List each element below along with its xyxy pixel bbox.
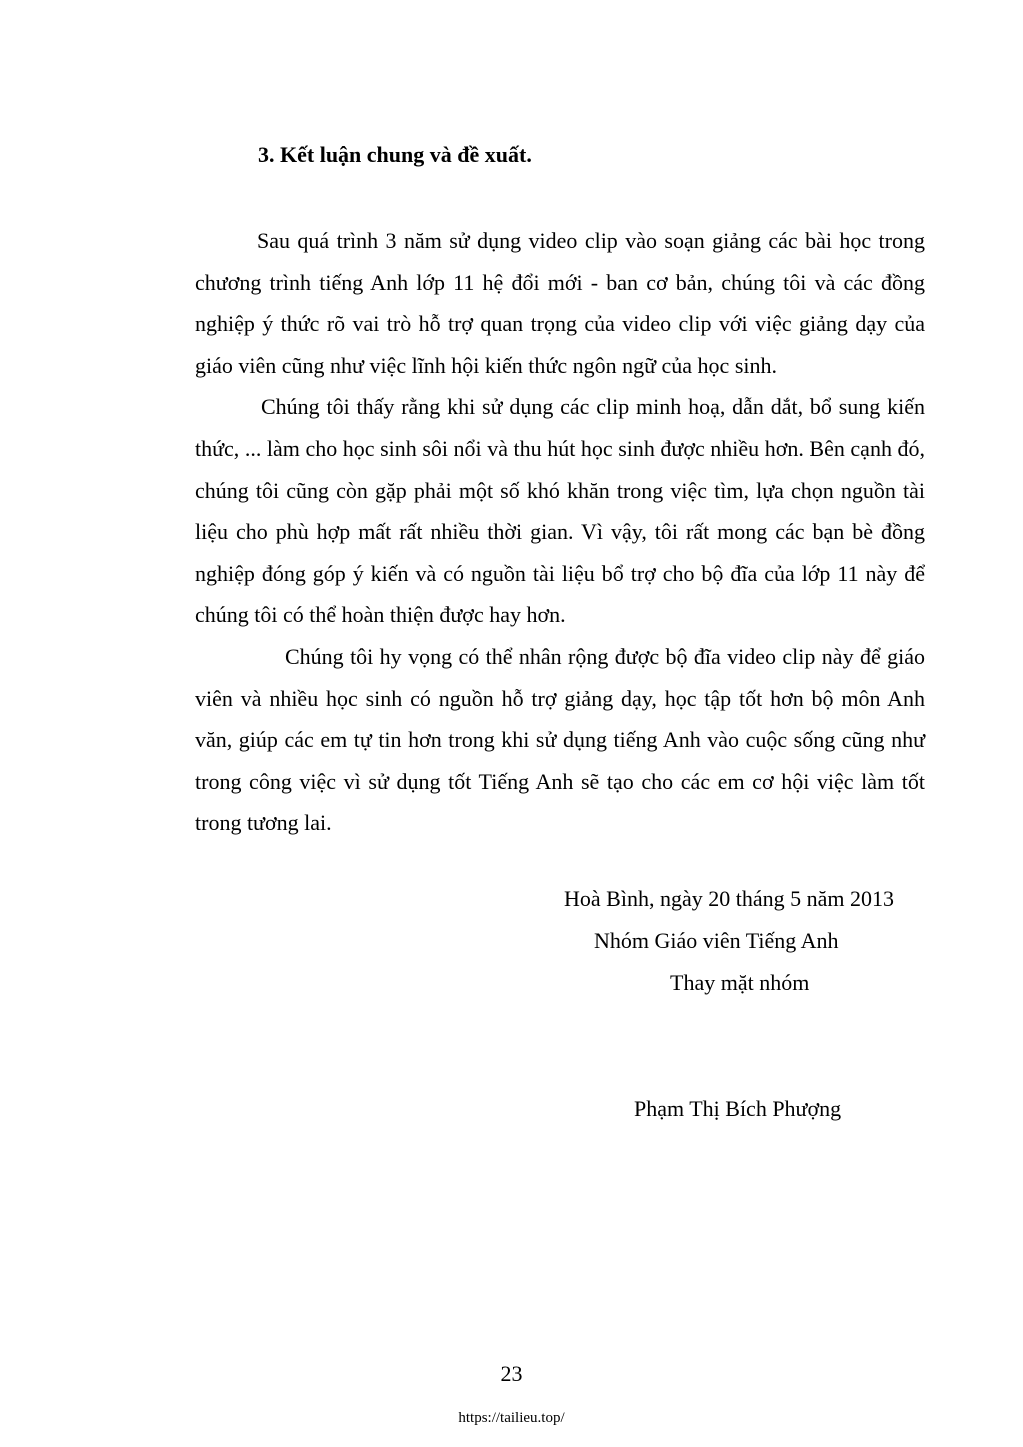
- paragraph-2: Chúng tôi thấy rằng khi sử dụng các clip minh hoạ, dẫn dắt, bổ sung kiến thức, ... làm cho học sinh sôi nổi và thu hút học sinh được nhiều hơn. Bên cạnh đó, chúng tôi cũng còn gặp phải một số khó khăn trong việc tìm, lựa chọn nguồn tài liệu cho phù hợp mất rất nhiều thời gian. Vì vậy, tôi rất mong các bạn bè đồng nghiệp đóng góp ý kiến và có nguồn tài liệu bổ trợ cho bộ đĩa của lớp 11 này để chúng tôi có thể hoàn thiện được hay hơn.: [195, 394, 925, 628]
- signature-group: Nhóm Giáo viên Tiếng Anh: [594, 928, 839, 953]
- footer-link[interactable]: https://tailieu.top/: [458, 1410, 565, 1426]
- paragraph-1: Sau quá trình 3 năm sử dụng video clip vào soạn giảng các bài học trong chương trình tiếng Anh lớp 11 hệ đổi mới - ban cơ bản, chúng tôi và các đồng nghiệp ý thức rõ vai trò hỗ trợ quan trọng của video clip với việc giảng dạy của giáo viên cũng như việc lĩnh hội kiến thức ngôn ngữ của học sinh.: [195, 228, 925, 378]
- section-heading: 3. Kết luận chung và đề xuất.: [258, 142, 532, 167]
- paragraph-3: Chúng tôi hy vọng có thể nhân rộng được bộ đĩa video clip này để giáo viên và nhiều học sinh có nguồn hỗ trợ giảng dạy, học tập tốt hơn bộ môn Anh văn, giúp các em tự tin hơn trong khi sử dụng tiếng Anh vào cuộc sống cũng như trong công việc vì sử dụng tốt Tiếng Anh sẽ tạo cho các em cơ hội việc làm tốt trong tương lai.: [195, 643, 925, 836]
- signature-on-behalf: Thay mặt nhóm: [670, 970, 810, 995]
- page-number: 23: [500, 1361, 523, 1386]
- signature-place-date: Hoà Bình, ngày 20 tháng 5 năm 2013: [564, 886, 894, 911]
- body-text: [195, 220, 925, 844]
- signature-name: Phạm Thị Bích Phượng: [634, 1096, 842, 1121]
